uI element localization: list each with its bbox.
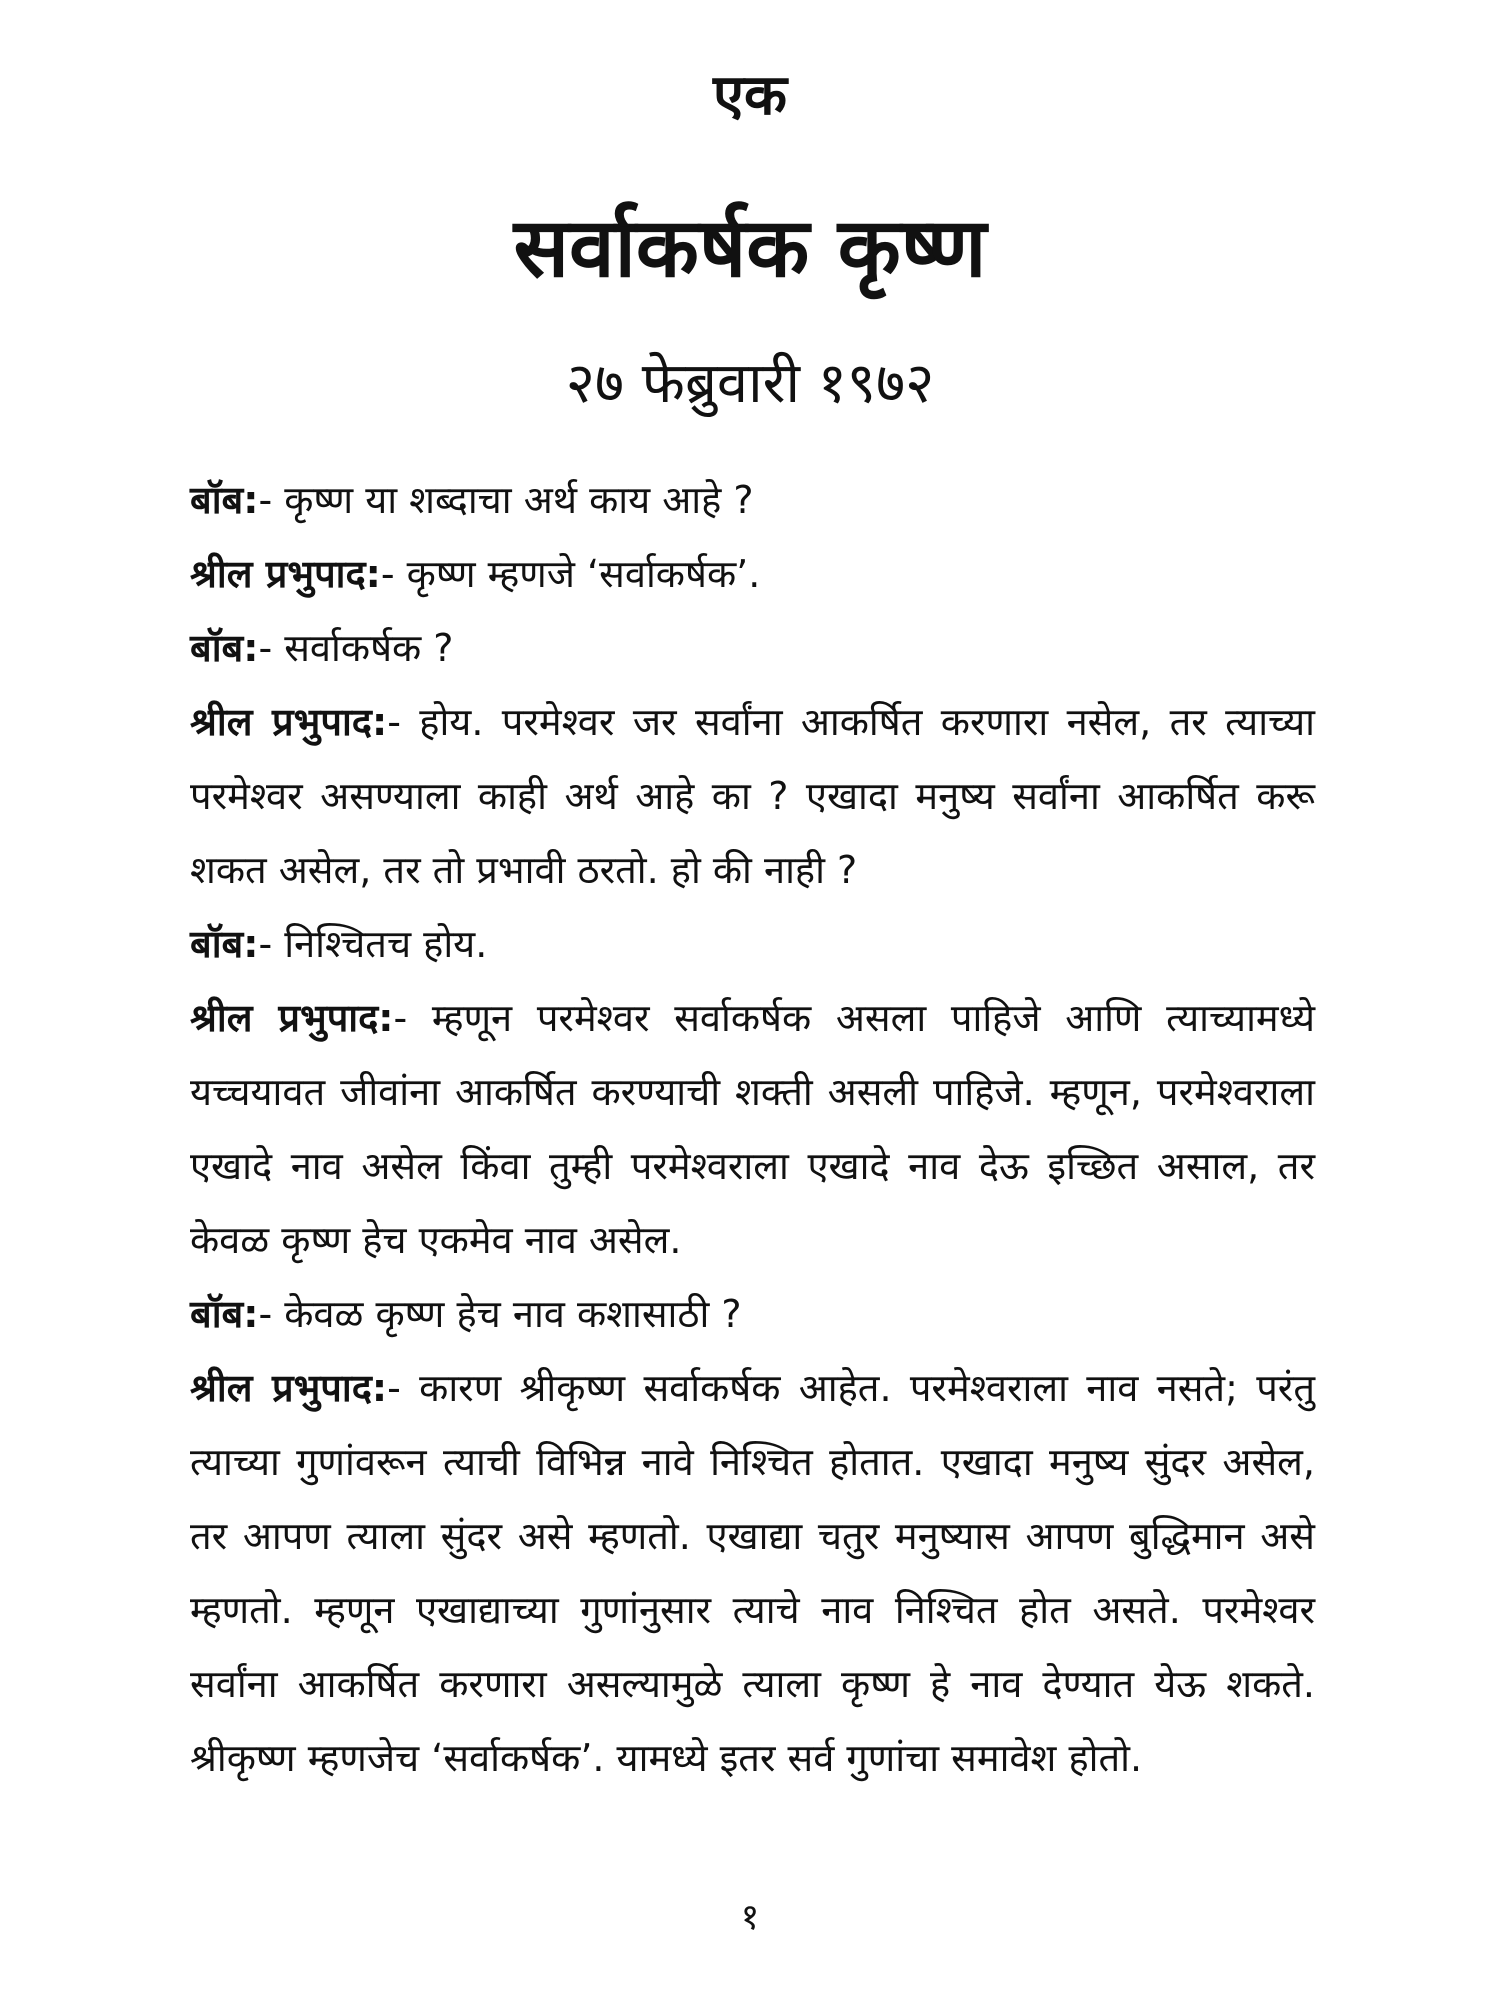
speaker-name: बॉब: [190, 478, 259, 522]
dialogue-turn [190, 1351, 1315, 1795]
chapter-title: सर्वाकर्षक कृष्ण [513, 201, 987, 296]
dialogue-turn [190, 1277, 1315, 1351]
page-number: १ [740, 1897, 760, 1938]
dialogue-text: - कृष्ण म्हणजे ‘सर्वाकर्षक’. [380, 552, 761, 596]
speaker-name: बॉब: [190, 626, 259, 670]
dialogue-turn [190, 463, 1315, 537]
speaker-name: श्रील प्रभुपाद: [190, 700, 388, 744]
dialogue-text: - कृष्ण या शब्दाचा अर्थ काय आहे ? [258, 478, 754, 522]
dialogue-body [190, 463, 1315, 1795]
speaker-name: श्रील प्रभुपाद: [190, 1366, 388, 1410]
chapter-number: एक [713, 63, 787, 128]
dialogue-turn [190, 537, 1315, 611]
dialogue-text: - होय. परमेश्वर जर सर्वांना आकर्षित करणारा नसेल, तर त्याच्या परमेश्वर असण्याला काही अर्थ आहे का ? एखादा मनुष्य सर्वांना आकर्षित करू शकत असेल, तर तो प्रभावी ठरतो. हो की नाही ? [190, 700, 1315, 892]
dialogue-text: - कारण श्रीकृष्ण सर्वाकर्षक आहेत. परमेश्वराला नाव नसते; परंतु त्याच्या गुणांवरून त्याची विभिन्न नावे निश्चित होतात. एखादा मनुष्य सुंदर असेल, तर आपण त्याला सुंदर असे म्हणतो. एखाद्या चतुर मनुष्यास आपण बुद्धिमान असे म्हणतो. म्हणून एखाद्याच्या गुणांनुसार त्याचे नाव निश्चित होत असते. परमेश्वर सर्वांना आकर्षित करणारा असल्यामुळे त्याला कृष्ण हे नाव देण्यात येऊ शकते. श्रीकृष्ण म्हणजेच ‘सर्वाकर्षक’. यामध्ये इतर सर्व गुणांचा समावेश होतो. [190, 1366, 1315, 1780]
dialogue-text: - निश्चितच होय. [258, 922, 488, 966]
speaker-name: बॉब: [190, 1292, 259, 1336]
dialogue-text: - सर्वाकर्षक ? [258, 626, 454, 670]
chapter-date: २७ फेब्रुवारी १९७२ [565, 351, 935, 416]
speaker-name: श्रील प्रभुपाद: [190, 996, 394, 1040]
dialogue-text: - म्हणून परमेश्वर सर्वाकर्षक असला पाहिजे आणि त्याच्यामध्ये यच्चयावत जीवांना आकर्षित करण्याची शक्ती असली पाहिजे. म्हणून, परमेश्वराला एखादे नाव असेल किंवा तुम्ही परमेश्वराला एखादे नाव देऊ इच्छित असाल, तर केवळ कृष्ण हेच एकमेव नाव असेल. [190, 996, 1315, 1262]
dialogue-turn [190, 907, 1315, 981]
dialogue-turn [190, 981, 1315, 1277]
dialogue-turn [190, 611, 1315, 685]
speaker-name: श्रील प्रभुपाद: [190, 552, 381, 596]
dialogue-text: - केवळ कृष्ण हेच नाव कशासाठी ? [258, 1292, 742, 1336]
dialogue-turn [190, 685, 1315, 907]
speaker-name: बॉब: [190, 922, 259, 966]
